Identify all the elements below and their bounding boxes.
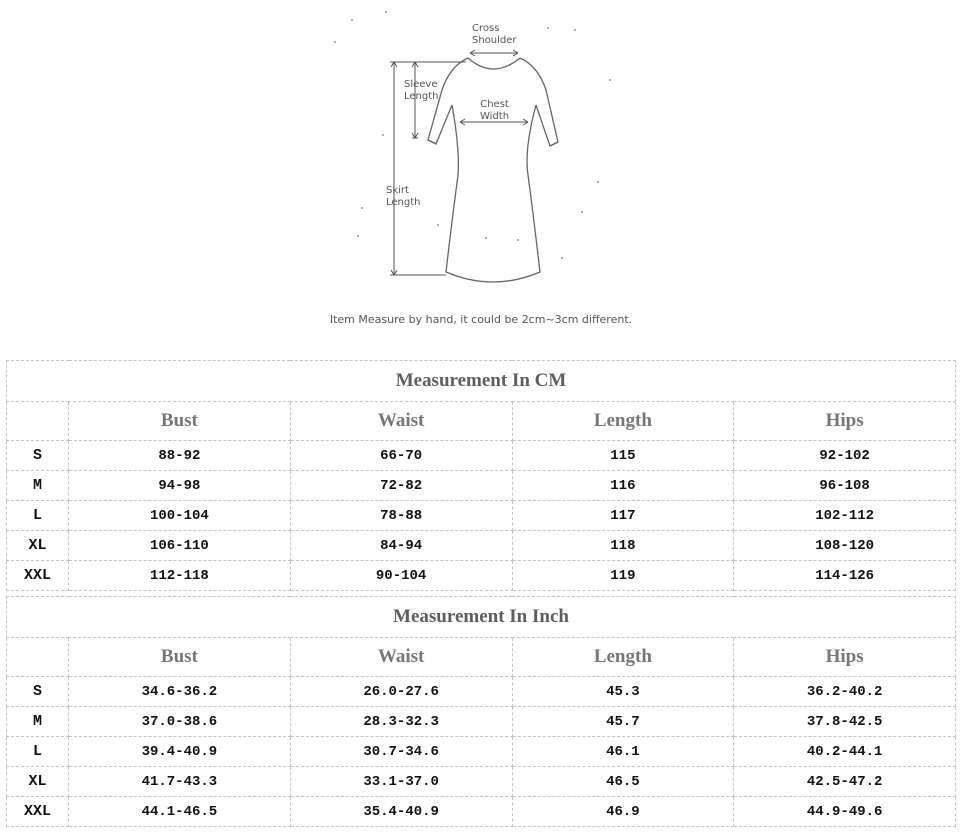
length-cell: 45.7 <box>512 707 734 737</box>
length-cell: 115 <box>512 441 734 471</box>
dress-measurement-diagram <box>300 0 660 345</box>
size-cell: XXL <box>7 561 69 591</box>
skirt-length-label-line1: Skirt <box>386 185 409 196</box>
size-cell: L <box>7 501 69 531</box>
header-bust: Bust <box>69 402 291 441</box>
table-title-inch: Measurement In Inch <box>7 597 956 638</box>
size-table-cm <box>6 360 956 591</box>
length-cell: 46.5 <box>512 767 734 797</box>
hips-cell: 114-126 <box>734 561 956 591</box>
skirt-length-label-line2: Length <box>386 197 421 208</box>
bust-cell: 39.4-40.9 <box>69 737 291 767</box>
cross-shoulder-label <box>472 23 517 47</box>
size-cell: XL <box>7 767 69 797</box>
length-cell: 46.9 <box>512 797 734 827</box>
length-cell: 118 <box>512 531 734 561</box>
header-hips: Hips <box>734 638 956 677</box>
size-cell: XL <box>7 531 69 561</box>
table-title-cm: Measurement In CM <box>7 361 956 402</box>
size-cell: M <box>7 471 69 501</box>
size-cell: M <box>7 707 69 737</box>
hips-cell: 40.2-44.1 <box>734 737 956 767</box>
skirt-length-label <box>386 185 421 209</box>
bust-cell: 106-110 <box>69 531 291 561</box>
size-cell: XXL <box>7 797 69 827</box>
hips-cell: 42.5-47.2 <box>734 767 956 797</box>
size-cell: S <box>7 677 69 707</box>
length-cell: 46.1 <box>512 737 734 767</box>
header-length: Length <box>512 402 734 441</box>
chest-width-label-line2: Width <box>480 111 510 122</box>
hips-cell: 37.8-42.5 <box>734 707 956 737</box>
length-cell: 45.3 <box>512 677 734 707</box>
bust-cell: 34.6-36.2 <box>69 677 291 707</box>
header-empty <box>7 402 69 441</box>
header-empty <box>7 638 69 677</box>
hips-cell: 102-112 <box>734 501 956 531</box>
table-row <box>7 707 956 737</box>
bust-cell: 88-92 <box>69 441 291 471</box>
measurement-note: Item Measure by hand, it could be 2cm~3cm different. <box>329 313 633 326</box>
waist-cell: 78-88 <box>290 501 512 531</box>
header-waist: Waist <box>290 638 512 677</box>
table-row <box>7 531 956 561</box>
waist-cell: 33.1-37.0 <box>290 767 512 797</box>
waist-cell: 66-70 <box>290 441 512 471</box>
sleeve-length-label-line2: Length <box>404 91 439 102</box>
header-waist: Waist <box>290 402 512 441</box>
table-row <box>7 501 956 531</box>
bust-cell: 100-104 <box>69 501 291 531</box>
bust-cell: 41.7-43.3 <box>69 767 291 797</box>
header-length: Length <box>512 638 734 677</box>
length-cell: 119 <box>512 561 734 591</box>
waist-cell: 35.4-40.9 <box>290 797 512 827</box>
waist-cell: 72-82 <box>290 471 512 501</box>
hips-cell: 36.2-40.2 <box>734 677 956 707</box>
size-table-inch <box>6 596 956 827</box>
table-row <box>7 441 956 471</box>
table-row <box>7 767 956 797</box>
hips-cell: 96-108 <box>734 471 956 501</box>
waist-cell: 30.7-34.6 <box>290 737 512 767</box>
table-row <box>7 471 956 501</box>
table-row <box>7 677 956 707</box>
hips-cell: 108-120 <box>734 531 956 561</box>
bust-cell: 44.1-46.5 <box>69 797 291 827</box>
hips-cell: 44.9-49.6 <box>734 797 956 827</box>
sleeve-length-label-line1: Sleeve <box>404 79 438 90</box>
cross-shoulder-label-line1: Cross <box>472 23 500 34</box>
bust-cell: 112-118 <box>69 561 291 591</box>
waist-cell: 28.3-32.3 <box>290 707 512 737</box>
hips-cell: 92-102 <box>734 441 956 471</box>
bust-cell: 37.0-38.6 <box>69 707 291 737</box>
length-cell: 117 <box>512 501 734 531</box>
size-cell: L <box>7 737 69 767</box>
cross-shoulder-label-line2: Shoulder <box>472 35 517 46</box>
waist-cell: 90-104 <box>290 561 512 591</box>
chest-width-label <box>480 99 509 123</box>
chest-width-label-line1: Chest <box>480 99 509 110</box>
header-bust: Bust <box>69 638 291 677</box>
length-cell: 116 <box>512 471 734 501</box>
table-row <box>7 561 956 591</box>
size-cell: S <box>7 441 69 471</box>
header-hips: Hips <box>734 402 956 441</box>
table-row <box>7 797 956 827</box>
bust-cell: 94-98 <box>69 471 291 501</box>
waist-cell: 84-94 <box>290 531 512 561</box>
table-row <box>7 737 956 767</box>
waist-cell: 26.0-27.6 <box>290 677 512 707</box>
sleeve-length-label <box>404 79 439 103</box>
